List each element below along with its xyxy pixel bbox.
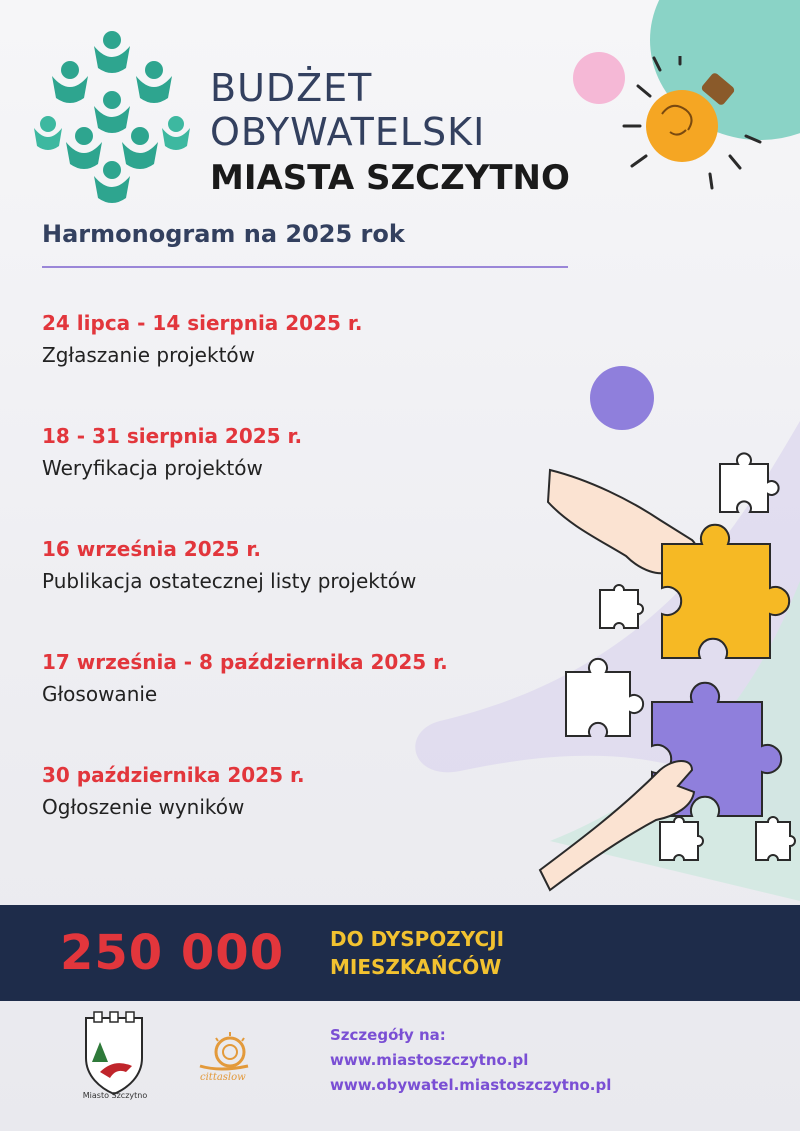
- crest-label: Miasto Szczytno: [82, 1091, 148, 1100]
- cittaslow-label: cittaslow: [200, 1072, 246, 1083]
- funding-caption-line-1: DO DYSPOZYCJI: [330, 927, 505, 951]
- details-block: [330, 1023, 611, 1098]
- people-logo-icon: [32, 24, 192, 204]
- schedule-item: [42, 308, 582, 421]
- schedule-date: 24 lipca - 14 sierpnia 2025 r.: [42, 311, 363, 335]
- heading-divider: [42, 266, 568, 268]
- website-link[interactable]: www.miastoszczytno.pl: [330, 1051, 529, 1069]
- pink-dot-decoration: [573, 52, 625, 104]
- schedule-heading: Harmonogram na 2025 rok: [42, 220, 405, 248]
- schedule-description: Weryfikacja projektów: [42, 456, 263, 480]
- brand-line-3: MIASTA SZCZYTNO: [210, 158, 570, 198]
- schedule-description: Zgłaszanie projektów: [42, 343, 255, 367]
- schedule-description: Publikacja ostatecznej listy projektów: [42, 569, 417, 593]
- schedule-date: 30 października 2025 r.: [42, 763, 305, 787]
- light-bulb-icon: [620, 56, 770, 206]
- brand-title: [210, 66, 570, 200]
- schedule-description: Ogłoszenie wyników: [42, 795, 245, 819]
- details-label: Szczegóły na:: [330, 1026, 446, 1044]
- puzzle-hands-illustration: [430, 440, 800, 900]
- brand-line-2: OBYWATELSKI: [210, 110, 486, 154]
- schedule-date: 16 września 2025 r.: [42, 537, 262, 561]
- funding-amount: 250 000: [60, 925, 285, 981]
- brand-line-1: BUDŻET: [210, 66, 373, 110]
- schedule-date: 17 września - 8 października 2025 r.: [42, 650, 448, 674]
- schedule-date: 18 - 31 sierpnia 2025 r.: [42, 424, 303, 448]
- voting-website-link[interactable]: www.obywatel.miastoszczytno.pl: [330, 1076, 612, 1094]
- city-crest-icon: [82, 1010, 146, 1096]
- schedule-description: Głosowanie: [42, 682, 158, 706]
- funding-banner: [0, 905, 800, 1001]
- funding-caption: [330, 925, 504, 981]
- funding-caption-line-2: MIESZKAŃCÓW: [330, 955, 502, 979]
